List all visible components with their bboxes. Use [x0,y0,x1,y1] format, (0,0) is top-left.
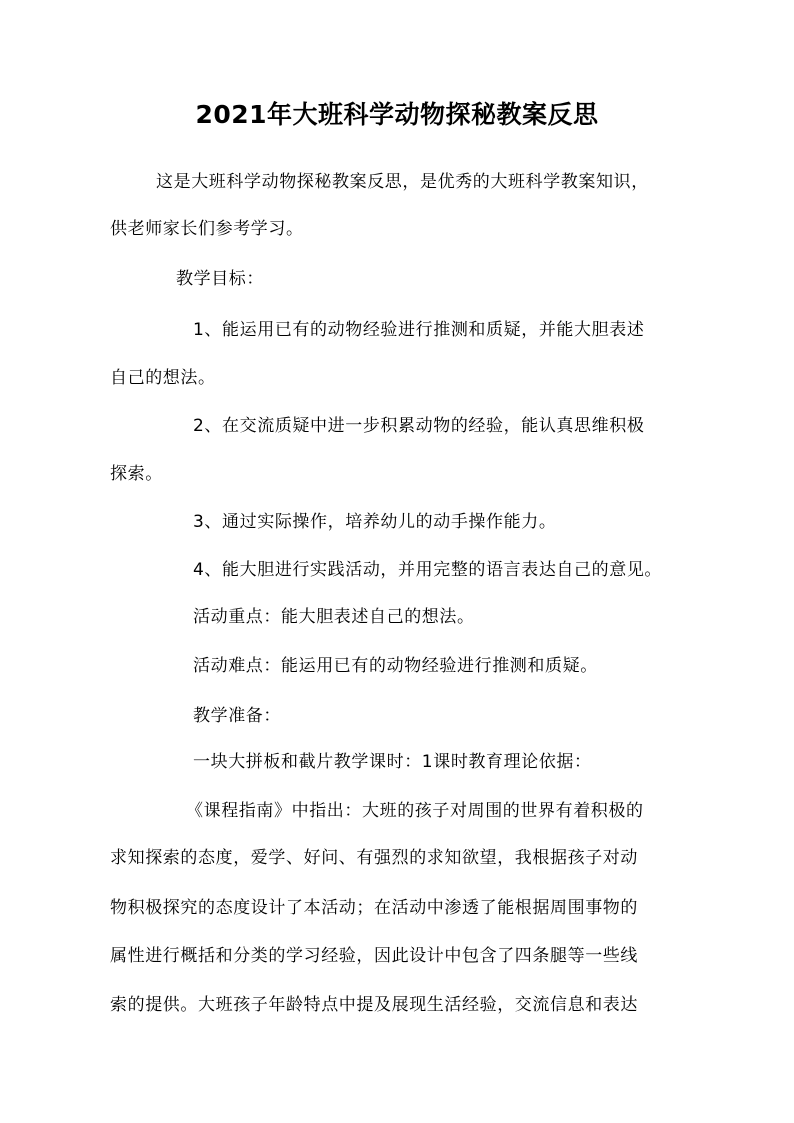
section-heading: 教学目标： [176,269,264,289]
paragraph-line: 这是大班科学动物探秘教案反思，是优秀的大班科学教案知识， [156,172,649,192]
document-title: 2021年大班科学动物探秘教案反思 [195,100,599,129]
paragraph-line: 属性进行概括和分类的学习经验，因此设计中包含了四条腿等一些线 [110,946,638,966]
paragraph-line: 求知探索的态度，爱学、好问、有强烈的求知欲望，我根据孩子对动 [110,848,638,868]
section-heading: 教学准备： [193,706,281,726]
paragraph-line: 供老师家长们参考学习。 [110,219,304,239]
paragraph-line: 自己的想法。 [110,368,216,388]
paragraph-line: 活动难点：能运用已有的动物经验进行推测和质疑。 [193,656,598,676]
paragraph-line: 索的提供。大班孩子年龄特点中提及展现生活经验，交流信息和表达 [110,995,638,1015]
paragraph-line: 探索。 [110,464,163,484]
paragraph-line: 1、能运用已有的动物经验进行推测和质疑，并能大胆表述 [193,320,645,340]
paragraph-line: 物积极探究的态度设计了本活动；在活动中渗透了能根据周围事物的 [110,898,638,918]
paragraph-line: 《课程指南》中指出：大班的孩子对周围的世界有着积极的 [186,801,644,821]
paragraph-line: 2、在交流质疑中进一步积累动物的经验，能认真思维积极 [193,416,645,436]
paragraph-line: 一块大拼板和截片教学课时：1课时教育理论依据： [193,752,592,772]
paragraph-line: 活动重点：能大胆表述自己的想法。 [193,607,475,627]
paragraph-line: 4、能大胆进行实践活动，并用完整的语言表达自己的意见。 [193,560,663,580]
paragraph-line: 3、通过实际操作，培养幼儿的动手操作能力。 [193,512,557,532]
